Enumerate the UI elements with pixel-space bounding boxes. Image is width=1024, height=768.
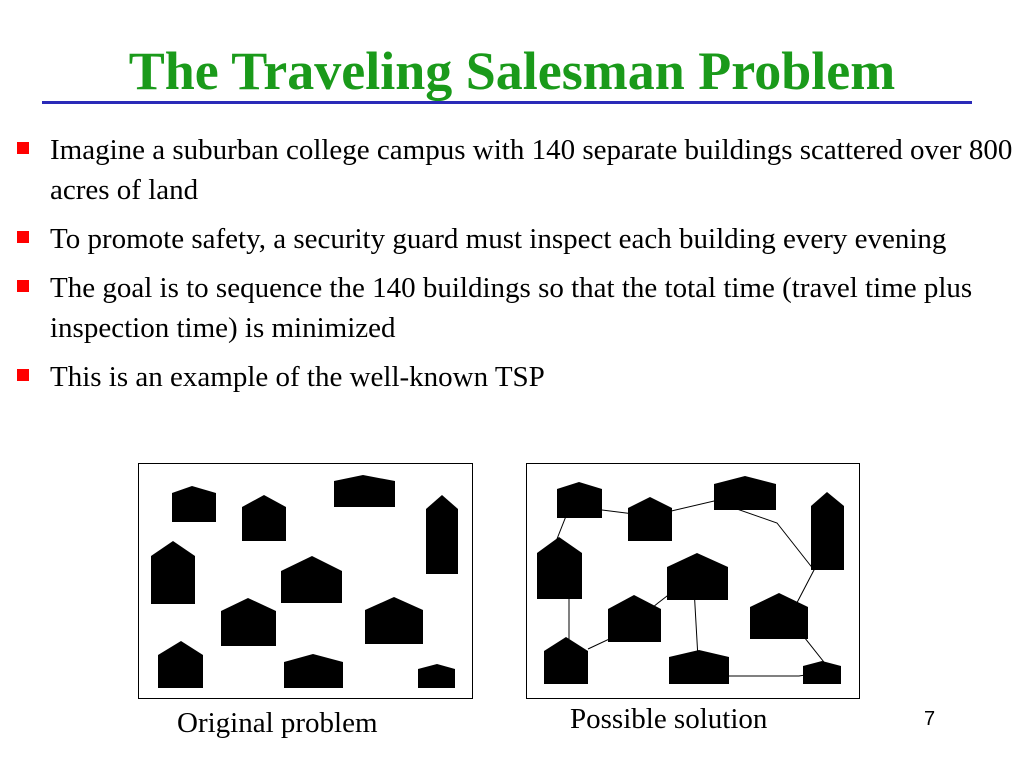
possible-solution-caption: Possible solution <box>570 703 768 735</box>
building-icon <box>608 595 661 642</box>
bullet-text: Imagine a suburban college campus with 140 separate buildings scattered over 800 acres of land <box>50 134 1013 206</box>
possible-solution-figure <box>526 463 860 699</box>
building-icon <box>418 664 455 688</box>
building-icon <box>365 597 423 644</box>
building-icon <box>284 654 343 688</box>
building-icon <box>221 598 276 646</box>
bullet-item <box>14 357 1014 397</box>
building-icon <box>281 556 342 603</box>
red-square-bullet-icon <box>17 280 29 292</box>
bullet-item <box>14 130 1014 210</box>
bullet-item <box>14 219 1014 259</box>
bullet-text: To promote safety, a security guard must inspect each building every evening <box>50 223 947 255</box>
building-icon <box>151 541 195 604</box>
building-icon <box>669 650 729 684</box>
red-square-bullet-icon <box>17 142 29 154</box>
building-icon <box>811 492 844 570</box>
red-square-bullet-icon <box>17 369 29 381</box>
possible-solution-diagram <box>527 464 859 698</box>
red-square-bullet-icon <box>17 231 29 243</box>
building-icon <box>537 537 582 599</box>
bullet-text: The goal is to sequence the 140 buildings so that the total time (travel time plus inspection time) is minimized <box>50 272 973 344</box>
slide-title: The Traveling Salesman Problem <box>128 41 896 101</box>
original-problem-diagram <box>139 464 472 698</box>
original-problem-caption: Original problem <box>177 707 378 739</box>
bullet-item <box>14 268 1014 348</box>
building-icon <box>803 661 841 684</box>
building-icon <box>242 495 286 541</box>
building-icon <box>334 475 395 507</box>
building-icon <box>544 637 588 684</box>
building-icon <box>667 553 728 600</box>
bullet-list <box>14 130 1014 406</box>
original-problem-figure <box>138 463 473 699</box>
building-icon <box>750 593 808 639</box>
building-icon <box>158 641 203 688</box>
building-icon <box>628 497 672 541</box>
building-icon <box>426 495 458 574</box>
bullet-text: This is an example of the well-known TSP <box>50 361 545 393</box>
building-icon <box>557 482 602 518</box>
building-icon <box>714 476 776 510</box>
title-underline <box>42 101 972 104</box>
page-number: 7 <box>924 708 936 730</box>
building-icon <box>172 486 216 522</box>
